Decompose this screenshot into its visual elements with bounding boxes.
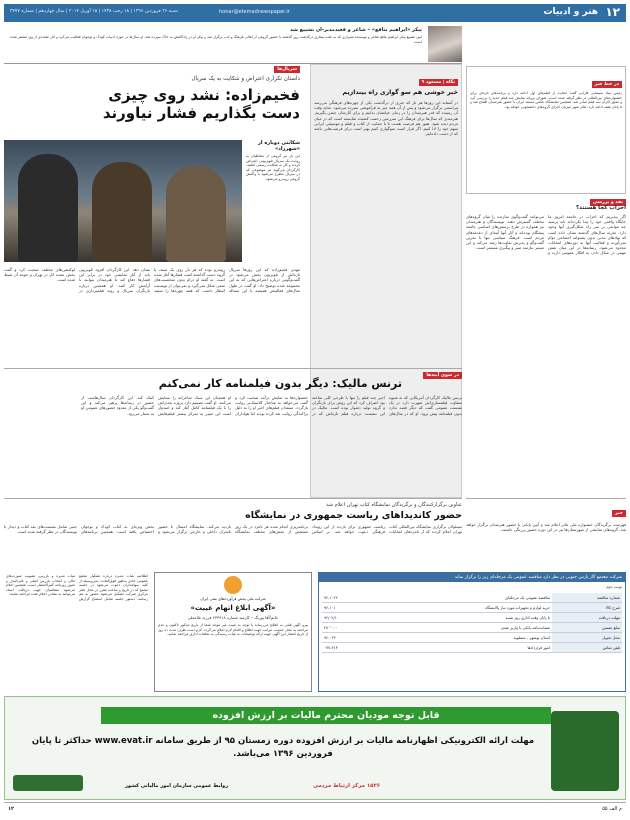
assembly-notice-text: اطلاعیه هیات مدیره درباره تشکیل مجمع عمومی عادی به‌طور فوق‌العاده. بدین‌وسیله از کلیه سهامداران دعوت می‌شود در جلسه مجمع که در تاریخ و ساعت مقرر در محل دفتر مرکزی شرکت تشکیل می‌شود حضور به هم رسانند. دستور جلسه شامل استماع گزارش هیات مدیره و بازرس، تصویب صورت‌های مالی و انتخاب بازرس اصلی و علی‌البدل و تعیین روزنامه کثیرالانتشار است. همچنین اعلام می‌شود متقاضیان جهت دریافت اسناد می‌توانند به نشانی اعلام شده مراجعه نمایند. xyxy=(6,574,148,601)
opinion-kicker: نقد و بررسی xyxy=(590,199,626,206)
photo-figure-left xyxy=(18,154,78,262)
news-brief-kicker: در خط خبر xyxy=(592,81,622,88)
right-bottom-brief xyxy=(466,498,626,568)
main-headline: فخیم‌زاده: نشد روی چیزی دست بگذاریم فشار نیاورند xyxy=(102,86,300,122)
notice-subtitle: خانم/آقا پورنگ – کارمند شماره ۲۳۳۹۱۸ فرزند غلامعلی xyxy=(187,615,279,620)
tax-message: مهلت ارائه الکترونیکی اظهارنامه مالیات بر ارزش افزوده دوره زمستان ۹۵ از طریق سامانه www.evat.ir حداکثر تا پایان فروردین ۱۳۹۶ می‌باشد. xyxy=(31,736,535,759)
story2-kicker: در سوی آینه‌ها xyxy=(423,372,462,379)
opinion-body: اگر بپذیریم که احزاب در جامعه امروز ما جایگاه واقعی خود را پیدا نکرده‌اند باید پرسید چه موانعی بر سر راه شکل‌گیری آنها وجود دارد. تجربه سال‌های گذشته نشان داده است که نهادهای مدنی بدون پشتوانه اجتماعی دوام نمی‌آورند و فعالیت آنها به دوره‌های انتخابات محدود می‌شود. رسانه‌ها در این میان نقش مهمی در شکل دادن به افکار عمومی دارند و می‌توانند گفت‌وگوی سازنده را میان گروه‌های مختلف گسترش دهند. نویسندگان و هنرمندان نیز همواره در طرح پرسش‌های اساسی جامعه پیشگام بوده‌اند و آثار آنها آینه‌ای از دغدغه‌های مردم است. فرهنگ سیاسی تنها با تمرین گفت‌وگو و پذیرش تفاوت‌ها رشد می‌کند و این مسیر نیازمند صبر و پیگیری مستمر است. xyxy=(466,214,626,256)
table-row xyxy=(322,613,622,623)
table-cell-label: شرح کالا xyxy=(552,603,622,612)
main-body: مهدی فخیم‌زاده که این روزها سریال تازه‌اش از تلویزیون پخش می‌شود در گفت‌وگویی درباره اعتراض‌هایی که به این مجموعه شده توضیح داد. او گفت در طول سال‌های فعالیتش همیشه با این مساله روبه‌رو بوده که هر بار روی یک صنف یا گروه دست گذاشته است فشارها آغاز شده است. به گفته او درام بدون شخصیت‌های منفی شکل نمی‌گیرد و نمی‌توان از نویسنده انتظار داشت که همه چهره‌ها را سفید نشان دهد. این کارگردان افزود تلویزیون باید از آثار نمایشی خود در برابر این فشارها دفاع کند تا هنرمندان بتوانند با آرامش کار کنند. او همچنین درباره بازیگران سریال و روند فیلمبرداری در لوکیشن‌های مختلف صحبت کرد و گفت بخش عمده کار در تهران و حومه آن ضبط شده است. xyxy=(4,267,300,293)
column-kicker: نگاه | مسعود ۹ xyxy=(419,79,458,86)
poet-news xyxy=(4,24,462,64)
main-aside-text: این بار نیز گروهی از مخاطبان به روایت یک سریال تلویزیونی اعتراض کردند و کار به شکایت رسمی کشید. کارگردان می‌گوید هر موضوعی که در سریال مطرح می‌شود با واکنش گروهی روبه‌رو می‌شود. xyxy=(246,154,300,181)
main-subtitle: داستان تکراری اعتراض و شکایت به یک سریال xyxy=(191,76,300,82)
story2-headline: ترنس مالیک: دیگر بدون فیلمنامه کار نمی‌کنم xyxy=(158,377,402,390)
company-logo xyxy=(224,576,242,594)
photo-figure-center xyxy=(92,162,152,262)
story3-subtitle: عناوین برگزارکنندگان و برگزیدگان نمایشگاه کتاب تهران اعلام شد xyxy=(326,502,462,508)
main-photo xyxy=(4,140,242,262)
table-cell-code: ۹۶/۰۲/۱۰ xyxy=(324,615,339,620)
story3-headline: حضور کاندیداهای ریاست جمهوری در نمایشگاه xyxy=(245,510,462,521)
tax-banner xyxy=(4,696,626,800)
table-cell-value: امور قراردادها xyxy=(527,645,550,650)
table-cell-value: استان بوشهر - عسلویه xyxy=(513,635,550,640)
poet-headline: پیکر «ابراهیم بنافع» – شاعر و فعیدمدیر-ان تشییع شد xyxy=(290,27,422,33)
right-column xyxy=(466,64,626,564)
table-cell-code: ۹۶-۰۲۳ xyxy=(324,635,336,640)
main-kicker: سریال‌ها xyxy=(274,66,300,73)
table-cell-label: مهلت دریافت xyxy=(552,613,622,622)
page-header xyxy=(4,4,626,22)
news-brief-text: رئیس بنیاد سینمایی فارابی گفت حمایت از فیلم‌های اول ادامه دارد و برنامه‌های تازه‌ای برای جشنواره‌های بین‌المللی در نظر گرفته شده است. شورای پروانه نمایش چند فیلم جدید را بررسی کرد و مجوز اکران سه فیلم صادر شد. همچنین نمایشگاه عکس مستند ایران با حضور هنرمندان افتتاح شد و تا پایان هفته ادامه دارد. تئاتر شهر میزبان اجرای گروه‌های دانشجویی خواهد بود. xyxy=(470,91,622,109)
ad-code: م الف ۵۵ xyxy=(602,806,622,812)
table-row xyxy=(322,603,622,613)
main-aside-title: شکایتی دوباره از «شهرزاد» xyxy=(257,140,300,152)
table-cell-label: محل تحویل xyxy=(552,633,622,642)
story3-body: مسئولان برگزاری نمایشگاه بین‌المللی کتاب تهران اعلام کردند که از نامزدهای انتخابات ریاست جمهوری برای بازدید از این رویداد فرهنگی دعوت خواهد شد. بر اساس برنامه‌ریزی انجام شده هر نامزد در یک روز مشخص از بخش‌های مختلف نمایشگاه بازدید می‌کند. نمایشگاه امسال با حضور ناشران داخلی و خارجی برگزار می‌شود و بخش ویژه‌ای به کتاب کودک و نوجوان اختصاص یافته است. همچنین برنامه‌های جنبی شامل نشست‌های نقد کتاب و دیدار با نویسندگان در نظر گرفته شده است. xyxy=(4,524,462,535)
right-bottom-kicker: خبر xyxy=(612,510,626,517)
table-cell-code: ۹۶-۱۰۱ xyxy=(324,605,336,610)
table-cell-label: مبلغ تضمین xyxy=(552,623,622,632)
tender-table xyxy=(322,593,622,653)
page-number: ۱۲ xyxy=(605,5,620,19)
table-cell-label: تلفن تماس xyxy=(552,643,622,652)
table-cell-value: خرید لوازم و تجهیزات مورد نیاز پالایشگاه xyxy=(485,605,550,610)
news-brief-box xyxy=(466,66,626,194)
tax-call-center: ۱۵۲۶ مرکز ارتباط مردمی xyxy=(313,783,381,789)
ads-row xyxy=(4,572,626,692)
table-cell-code: ۲۸۰٬۰۰۰ xyxy=(324,625,338,630)
main-story xyxy=(4,64,300,372)
table-row xyxy=(322,593,622,603)
photo-figure-right xyxy=(166,166,226,262)
table-row xyxy=(322,633,622,643)
story-bookfair xyxy=(4,498,462,568)
table-row xyxy=(322,623,622,633)
table-cell-label: شماره مناقصه xyxy=(552,593,622,602)
poet-photo xyxy=(428,26,462,62)
story2-body: ترنس مالیک کارگردان آمریکایی که به شیوه متفاوت فیلمسازی‌اش شهرت دارد در یک نشست عمومی گفت که دیگر قصد ندارد بدون فیلمنامه پیش برود. او که در سال‌های اخیر چند فیلم را تنها با طرحی کلی ساخته بود اعتراف کرد که این روش برای بازیگران و گروه تولید دشوار بوده است. مالیک در این نشست درباره فیلم تازه‌اش که در جشنواره‌ها به نمایش درآمد صحبت کرد و گفت می‌خواهد به ساختار کلاسیک‌تر روایت بازگردد. منتقدان فیلم‌های اخیر او را به دلیل پراکندگی روایت نقد کرده بودند اما هواداران او همچنان این سبک شاعرانه را ستایش می‌کنند. او گفت تصمیم دارد پروژه بعدی‌اش را با یک فیلمنامه کامل آغاز کند و امیدوار است این تغییر به تمرکز بیشتر فیلم‌هایش کمک کند. این کارگردان سال‌هاست از حضور در رسانه‌ها پرهیز می‌کند و این گفت‌وگو یکی از معدود حضورهای عمومی او به شمار می‌رود. xyxy=(81,395,462,416)
opinion-title: احزاب کجا هستند؟ xyxy=(575,205,626,211)
tax-title: قابل توجه مودیان محترم مالیات بر ارزش افزوده xyxy=(101,707,551,724)
notice-title: «آگهی ابلاغ اتهام غیبت» xyxy=(190,604,276,612)
table-cell-code: ۹۶-۱۰۲۲ xyxy=(324,595,338,600)
footer-page-number: ۱۲ xyxy=(8,806,15,812)
tender-subtitle: نوبت دوم xyxy=(606,584,622,589)
section-title: هنر و ادبیات xyxy=(543,7,598,17)
poet-text: آیین تشییع پیکر ابراهیم بنافع شاعر و نویسنده شیرازی که به علت بیماری درگذشت روز گذشته با حضور گروهی از اهالی فرهنگ و ادب برگزار شد و پیکر او در زادگاهش به خاک سپرده شد. او سال‌ها در حوزه ادبیات کودک و نوجوان فعالیت می‌کرد و آثار متعددی از وی منتشر شده است. xyxy=(10,35,422,44)
column-title: خبر خوشی هم سو گواری راه بیندازیم xyxy=(342,89,458,96)
issue-date: شنبه ۲۶ فروردین ۱۳۹۶ | ۱۸ رجب ۱۴۳۸ | ۱۵ آوریل ۲۰۱۷ | سال چهاردهم | شماره ۳۷۷۷ xyxy=(10,9,178,14)
tax-emblem-icon xyxy=(551,711,619,791)
table-cell-code: ۰۷۷-۳۱۳ xyxy=(324,645,338,650)
page-footer xyxy=(4,802,626,816)
notice-text: پیرو آگهی قبلی به اطلاع می‌رساند با توجه به غیبت غیر موجه شما از تاریخ مذکور تاکنون و عدم مراجعه به محل خدمت، مراتب جهت اطلاع و اقدام لازم اعلام می‌گردد. لازم است ظرف مدت ده روز از تاریخ انتشار این آگهی جهت ارائه توضیحات به هیات رسیدگی به تخلفات اداری مراجعه نمایید. xyxy=(158,623,308,637)
tender-ad xyxy=(318,572,626,692)
table-cell-value: تا پایان وقت اداری روز شنبه xyxy=(505,615,550,620)
table-cell-value: ضمانت‌نامه بانکی یا واریز نقدی xyxy=(500,625,550,630)
main-aside xyxy=(246,140,300,262)
table-row xyxy=(322,643,622,653)
absence-notice-ad xyxy=(154,572,312,692)
right-bottom-text: فهرست برگزیدگان جشنواره ملی تئاتر اعلام شد و آیین پایانی با حضور هنرمندان برگزار خواهد شد. گروه‌های نمایشی از شهرستان‌ها نیز در این دوره حضور پررنگی داشتند. xyxy=(466,522,626,533)
story-malick xyxy=(4,368,462,496)
notice-org: شرکت ملی پخش فرآورده‌های نفتی ایران xyxy=(200,596,266,601)
table-cell-value: مناقصه عمومی یک مرحله‌ای xyxy=(505,595,550,600)
tax-org: روابط عمومی سازمان امور مالیاتی کشور xyxy=(125,783,229,789)
assembly-notice-ad xyxy=(4,572,150,692)
tax-signature-logo xyxy=(13,775,83,791)
column-body: در آستانه این روزها هر بار که خبری از درگذشت یکی از چهره‌های فرهنگی می‌رسد مراسمی برگزار می‌شود و پس از آن همه چیز به فراموشی سپرده می‌شود. شاید وقت آن رسیده که قدر هنرمندان را در زمان حیاتشان بدانیم و برای آثارشان جشن بگیریم. هنرمندی که سال‌ها برای فرهنگ این سرزمین زحمت کشیده شایسته است که در میان مردم دیده شود. هنوز هم فرصت هست تا با حمایت از کتاب و فیلم و موسیقی ایرانی سهم خود را ادا کنیم. اگر قرار است سوگواری کنیم بهتر است برای فرصت‌هایی باشد که از دست داده‌ایم. xyxy=(314,100,458,137)
tender-headline: شرکت مجتمع گاز پارس جنوبی در نظر دارد مناقصه عمومی یک مرحله‌ای زیر را برگزار نماید xyxy=(319,573,625,582)
contact-email[interactable]: honar@etemadnewspaper.ir xyxy=(219,9,290,15)
